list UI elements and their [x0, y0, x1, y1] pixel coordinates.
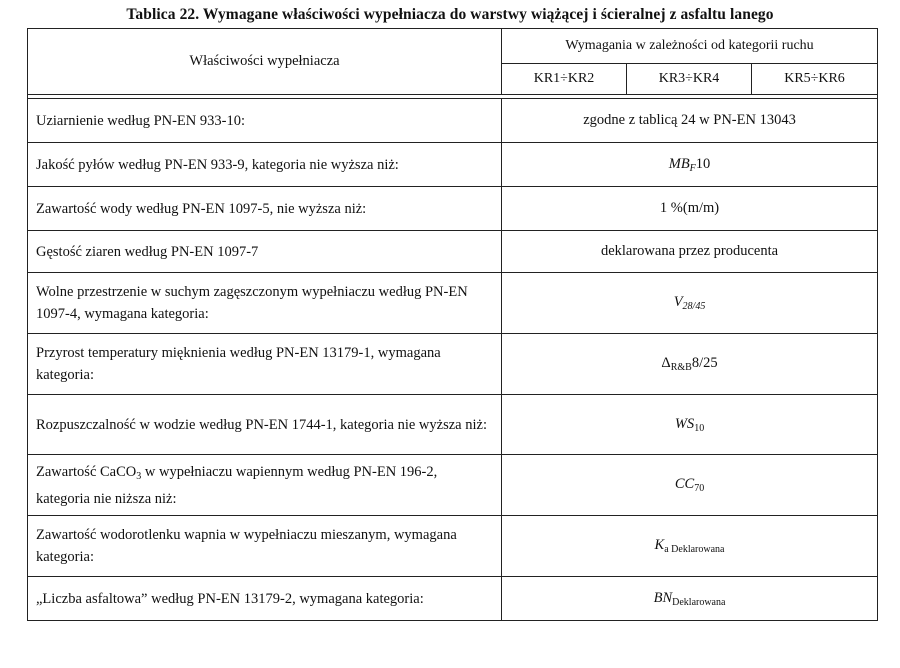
requirement-value: 10 — [695, 155, 711, 172]
requirement-cell — [502, 395, 878, 455]
table-row — [28, 334, 878, 395]
category-header-kr5-kr6: KR5÷KR6 — [752, 64, 878, 95]
property-cell: Zawartość wody według PN-EN 1097-5, nie wyższa niż: — [28, 187, 502, 231]
property-cell: Przyrost temperatury mięknienia według PN-EN 13179-1, wymagana kategoria: — [28, 334, 502, 395]
table-row — [28, 273, 878, 334]
requirement-symbol: WS — [674, 415, 695, 432]
requirements-table — [27, 28, 878, 621]
category-header-kr1-kr2: KR1÷KR2 — [502, 64, 627, 95]
table-row — [28, 187, 878, 231]
property-text: w wypełniaczu wapiennym według PN-EN 196-2, kategoria nie niższa niż: — [36, 463, 438, 507]
property-text: Zawartość CaCO — [36, 463, 137, 480]
requirement-cell: deklarowana przez producenta — [502, 231, 878, 273]
requirement-subscript: R&B — [670, 362, 692, 373]
requirement-symbol: BN — [653, 589, 673, 606]
property-cell: Jakość pyłów według PN-EN 933-9, kategoria nie wyższa niż: — [28, 143, 502, 187]
property-cell: Rozpuszczalność w wodzie według PN-EN 1744-1, kategoria nie wyższa niż: — [28, 395, 502, 455]
property-cell: „Liczba asfaltowa” według PN-EN 13179-2, wymagana kategoria: — [28, 577, 502, 621]
property-subscript: 3 — [136, 470, 142, 482]
property-cell: Zawartość wodorotlenku wapnia w wypełniaczu mieszanym, wymagana kategoria: — [28, 516, 502, 577]
table-title: Tablica 22. Wymagane właściwości wypełniacza do warstwy wiążącej i ścieralnej z asfaltu lanego — [126, 6, 774, 23]
requirement-subscript: 70 — [694, 483, 705, 494]
header-row — [28, 29, 878, 64]
property-cell: Gęstość ziaren według PN-EN 1097-7 — [28, 231, 502, 273]
property-cell: Wolne przestrzenie w suchym zagęszczonym wypełniaczu według PN-EN 1097-4, wymagana kategoria: — [28, 273, 502, 334]
table-row — [28, 231, 878, 273]
property-cell — [28, 455, 502, 516]
requirement-cell: 1 %(m/m) — [502, 187, 878, 231]
requirement-symbol: MB — [668, 155, 690, 172]
category-header-kr3-kr4: KR3÷KR4 — [627, 64, 752, 95]
table-row — [28, 516, 878, 577]
requirement-cell — [502, 143, 878, 187]
requirement-symbol: CC — [674, 476, 695, 492]
table-row — [28, 143, 878, 187]
requirement-cell — [502, 577, 878, 621]
requirement-cell — [502, 455, 878, 516]
table-row — [28, 455, 878, 516]
requirement-subscript: F — [689, 162, 696, 174]
table-row — [28, 395, 878, 455]
requirement-cell: zgodne z tablicą 24 w PN-EN 13043 — [502, 99, 878, 143]
property-cell: Uziarnienie według PN-EN 933-10: — [28, 99, 502, 143]
requirements-column-header: Wymagania w zależności od kategorii ruchu — [502, 29, 878, 64]
requirement-symbol: K — [654, 537, 665, 553]
requirement-symbol: V — [673, 294, 683, 310]
requirement-symbol: Δ — [661, 355, 671, 371]
requirement-cell — [502, 516, 878, 577]
requirement-value: 8/25 — [691, 355, 718, 371]
requirement-cell — [502, 334, 878, 395]
requirement-cell — [502, 273, 878, 334]
requirement-subscript: Deklarowana — [672, 596, 726, 608]
requirement-subscript: 28/45 — [682, 301, 706, 312]
table-row — [28, 99, 878, 143]
requirement-subscript: 10 — [694, 422, 705, 434]
property-column-header: Właściwości wypełniacza — [28, 29, 502, 95]
requirement-subscript: a Deklarowana — [664, 544, 725, 555]
table-row — [28, 577, 878, 621]
